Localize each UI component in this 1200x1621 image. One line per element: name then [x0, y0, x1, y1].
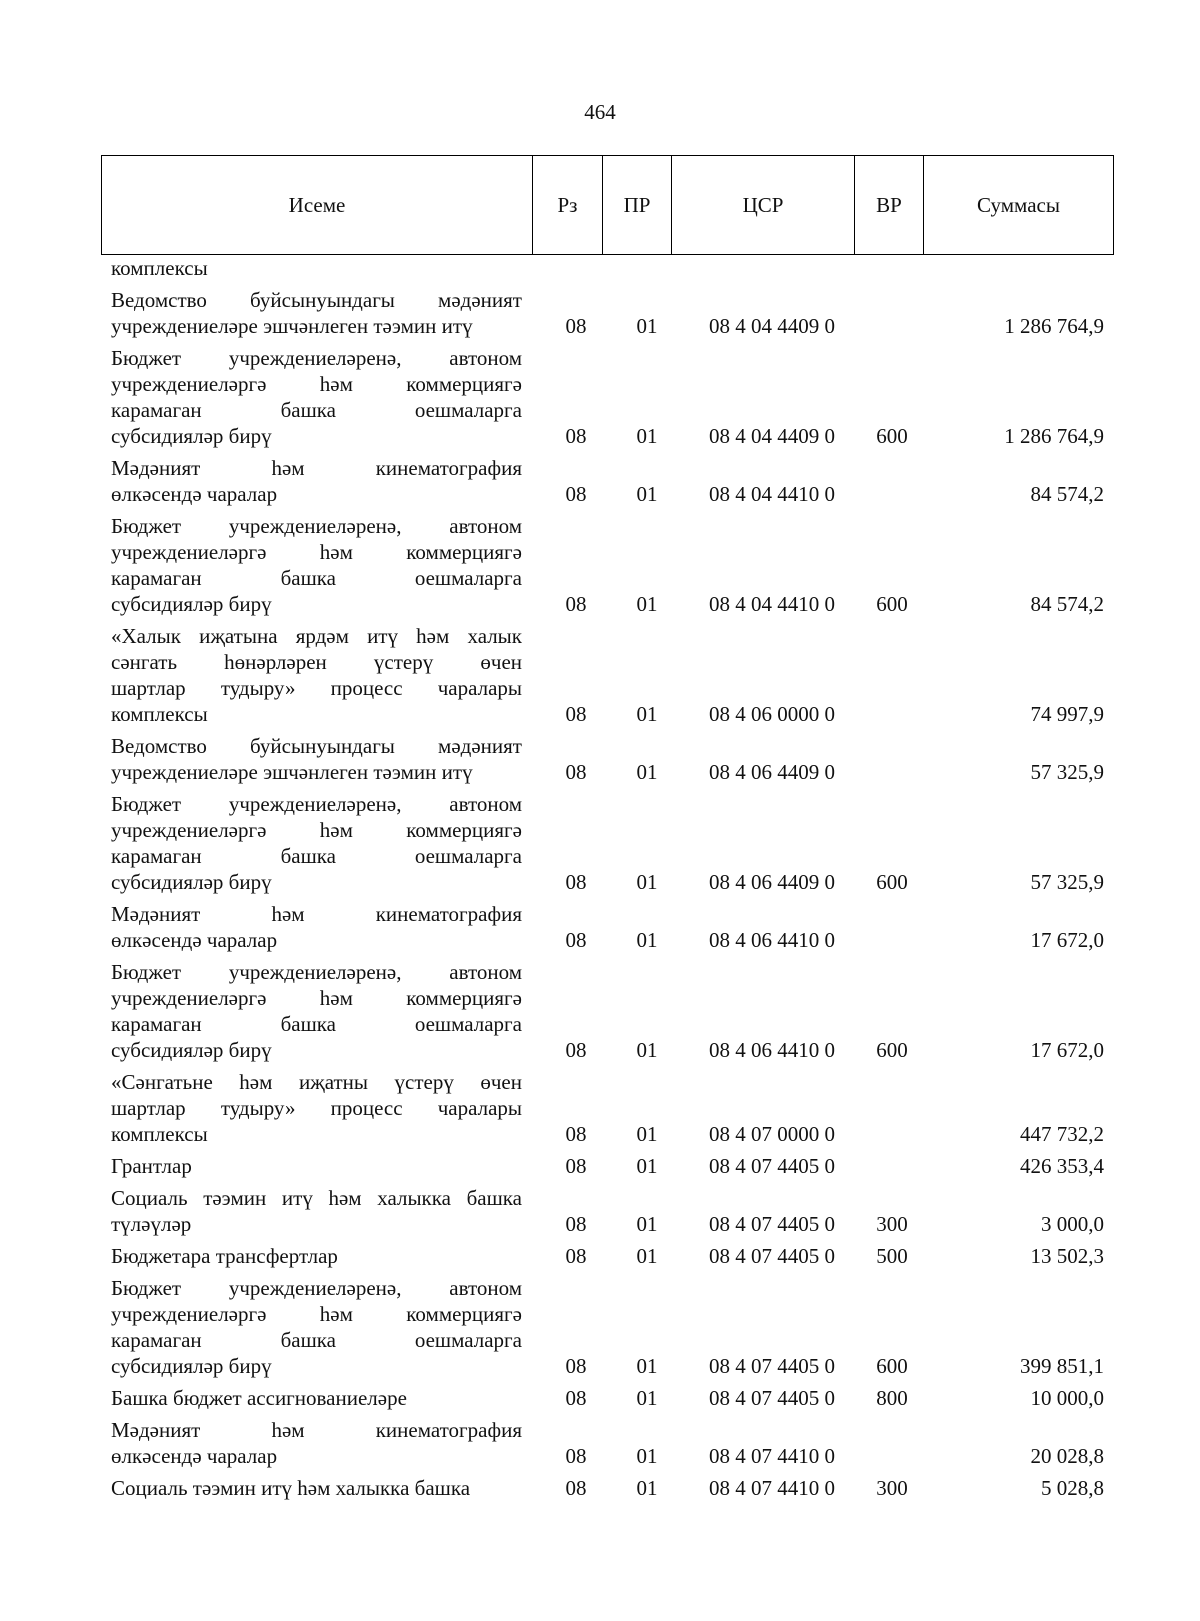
table-row — [101, 1153, 1114, 1179]
row-name-line: сәнгать һөнәрләрен үстерү өчен — [111, 650, 522, 674]
row-name-line: Бюджет учреждениеләренә, автоном — [111, 960, 522, 984]
row-name-line: комплексы — [111, 702, 208, 726]
row-rz: 08 — [565, 1038, 587, 1062]
row-csr: 08 4 07 4405 0 — [709, 1354, 835, 1378]
row-name-line: шартлар тудыру» процесс чаралары — [111, 1096, 522, 1120]
row-sum: 426 353,4 — [1020, 1154, 1104, 1178]
row-name — [101, 959, 522, 1063]
row-pr: 01 — [636, 482, 658, 506]
table-row — [101, 623, 1114, 727]
row-pr: 01 — [636, 1154, 658, 1178]
table-row — [101, 1069, 1114, 1147]
row-csr: 08 4 07 4410 0 — [709, 1476, 835, 1500]
row-sum: 84 574,2 — [1030, 592, 1104, 616]
row-name — [101, 455, 522, 507]
row-csr: 08 4 07 4405 0 — [709, 1154, 835, 1178]
row-rz: 08 — [565, 1444, 587, 1468]
row-vr: 300 — [876, 1476, 908, 1500]
row-name — [101, 791, 522, 895]
row-rz: 08 — [565, 870, 587, 894]
row-name-line: субсидияләр бирү — [111, 1038, 272, 1062]
table-row — [101, 513, 1114, 617]
row-name — [101, 733, 522, 785]
row-rz: 08 — [565, 1212, 587, 1236]
row-rz: 08 — [565, 592, 587, 616]
row-csr: 08 4 06 4409 0 — [709, 870, 835, 894]
row-sum: 17 672,0 — [1030, 1038, 1104, 1062]
row-sum: 57 325,9 — [1030, 870, 1104, 894]
row-name — [101, 513, 522, 617]
row-name-line: карамаган башка оешмаларга — [111, 566, 522, 590]
table-row — [101, 901, 1114, 953]
row-rz: 08 — [565, 760, 587, 784]
row-rz: 08 — [565, 702, 587, 726]
row-name — [101, 1275, 522, 1379]
row-name-line: карамаган башка оешмаларга — [111, 844, 522, 868]
row-name-line: түләүләр — [111, 1212, 192, 1236]
header-csr: ЦСР — [672, 156, 855, 254]
table-row — [101, 1417, 1114, 1469]
row-sum: 57 325,9 — [1030, 760, 1104, 784]
row-name-line: Бюджет учреждениеләренә, автоном — [111, 346, 522, 370]
row-name — [101, 1153, 522, 1179]
row-name — [101, 1385, 522, 1411]
row-csr: 08 4 07 4405 0 — [709, 1212, 835, 1236]
row-sum: 1 286 764,9 — [1004, 424, 1104, 448]
row-vr: 800 — [876, 1386, 908, 1410]
row-name-line: учреждениеләргә һәм коммерциягә — [111, 540, 522, 564]
row-rz: 08 — [565, 928, 587, 952]
header-pr: ПР — [603, 156, 672, 254]
row-name-line: Грантлар — [111, 1154, 192, 1178]
row-sum: 10 000,0 — [1030, 1386, 1104, 1410]
row-name-line: учреждениеләргә һәм коммерциягә — [111, 372, 522, 396]
row-rz: 08 — [565, 1154, 587, 1178]
row-sum: 20 028,8 — [1030, 1444, 1104, 1468]
row-pr: 01 — [636, 1476, 658, 1500]
header-sum: Суммасы — [977, 192, 1060, 217]
row-pr: 01 — [636, 1038, 658, 1062]
row-csr: 08 4 06 4410 0 — [709, 1038, 835, 1062]
row-name-line: өлкәсендә чаралар — [111, 482, 278, 506]
row-name-line: Мәдәният һәм кинематография — [111, 456, 522, 480]
row-vr: 600 — [876, 424, 908, 448]
table-row — [101, 455, 1114, 507]
row-csr: 08 4 06 4409 0 — [709, 760, 835, 784]
row-name-line: комплексы — [111, 1122, 208, 1146]
table-row — [101, 1385, 1114, 1411]
row-csr: 08 4 04 4410 0 — [709, 482, 835, 506]
row-csr: 08 4 07 0000 0 — [709, 1122, 835, 1146]
row-vr: 600 — [876, 870, 908, 894]
row-csr: 08 4 07 4410 0 — [709, 1444, 835, 1468]
row-name-line: субсидияләр бирү — [111, 424, 272, 448]
row-rz: 08 — [565, 1122, 587, 1146]
row-sum: 447 732,2 — [1020, 1122, 1104, 1146]
table-row — [101, 1475, 1114, 1501]
row-sum: 17 672,0 — [1030, 928, 1104, 952]
table-row — [101, 1185, 1114, 1237]
row-name — [101, 1417, 522, 1469]
row-name-line: Бюджетара трансфертлар — [111, 1244, 338, 1268]
row-name-line: Мәдәният һәм кинематография — [111, 902, 522, 926]
row-vr: 300 — [876, 1212, 908, 1236]
row-vr: 600 — [876, 1354, 908, 1378]
table-row — [101, 959, 1114, 1063]
row-name-line: учреждениеләргә һәм коммерциягә — [111, 1302, 522, 1326]
table-row — [101, 1275, 1114, 1379]
table-body — [101, 256, 1114, 1501]
row-sum: 1 286 764,9 — [1004, 314, 1104, 338]
row-pr: 01 — [636, 928, 658, 952]
row-name-line: өлкәсендә чаралар — [111, 928, 278, 952]
row-pr: 01 — [636, 1444, 658, 1468]
row-csr: 08 4 06 4410 0 — [709, 928, 835, 952]
row-pr: 01 — [636, 592, 658, 616]
row-csr: 08 4 06 0000 0 — [709, 702, 835, 726]
row-name-line: Ведомство буйсынуындагы мәдәният — [111, 734, 522, 758]
header-name: Исеме — [102, 156, 533, 254]
row-csr: 08 4 04 4410 0 — [709, 592, 835, 616]
row-sum: 74 997,9 — [1030, 702, 1104, 726]
row-pr: 01 — [636, 870, 658, 894]
row-pr: 01 — [636, 760, 658, 784]
row-pr: 01 — [636, 1122, 658, 1146]
rows-container — [101, 287, 1114, 1501]
row-pr: 01 — [636, 702, 658, 726]
row-name-line: учреждениеләргә һәм коммерциягә — [111, 818, 522, 842]
row-csr: 08 4 07 4405 0 — [709, 1386, 835, 1410]
table-row — [101, 733, 1114, 785]
row-pr: 01 — [636, 1354, 658, 1378]
row-pr: 01 — [636, 1386, 658, 1410]
row-name — [101, 1475, 522, 1501]
row-name — [101, 345, 522, 449]
row-name-line: Башка бюджет ассигнованиеләре — [111, 1386, 407, 1410]
row-rz: 08 — [565, 314, 587, 338]
row-name-line: учреждениеләре эшчәнлеген тәэмин итү — [111, 314, 473, 338]
row-csr: 08 4 04 4409 0 — [709, 314, 835, 338]
row-name-line: субсидияләр бирү — [111, 1354, 272, 1378]
table-row — [101, 287, 1114, 339]
row-sum: 399 851,1 — [1020, 1354, 1104, 1378]
row-vr: 500 — [876, 1244, 908, 1268]
row-name-line: Социаль тәэмин итү һәм халыкка башка — [111, 1186, 522, 1210]
row-pr: 01 — [636, 1244, 658, 1268]
row-name — [101, 1243, 522, 1269]
row-sum: 3 000,0 — [1041, 1212, 1104, 1236]
row-name — [101, 1069, 522, 1147]
row-sum: 84 574,2 — [1030, 482, 1104, 506]
row-name-line: учреждениеләре эшчәнлеген тәэмин итү — [111, 760, 473, 784]
row-rz: 08 — [565, 1244, 587, 1268]
page-number: 464 — [584, 100, 616, 124]
table-header — [101, 155, 1114, 255]
row-sum: 5 028,8 — [1041, 1476, 1104, 1500]
row-name — [101, 287, 522, 339]
row-csr: 08 4 04 4409 0 — [709, 424, 835, 448]
row-name-line: карамаган башка оешмаларга — [111, 398, 522, 422]
row-name-line: Бюджет учреждениеләренә, автоном — [111, 514, 522, 538]
row-name — [101, 1185, 522, 1237]
table-row — [101, 1243, 1114, 1269]
row-name — [101, 901, 522, 953]
row-rz: 08 — [565, 1354, 587, 1378]
row-name-line: Социаль тәэмин итү һәм халыкка башка — [111, 1476, 471, 1500]
row-vr: 600 — [876, 592, 908, 616]
row-name-line: «Сәнгатьне һәм иҗатны үстерү өчен — [111, 1070, 522, 1094]
row-pr: 01 — [636, 424, 658, 448]
header-vr: ВР — [855, 156, 924, 254]
row-rz: 08 — [565, 424, 587, 448]
row-name-line: учреждениеләргә һәм коммерциягә — [111, 986, 522, 1010]
row-name-line: карамаган башка оешмаларга — [111, 1328, 522, 1352]
row-sum: 13 502,3 — [1030, 1244, 1104, 1268]
table-row — [101, 345, 1114, 449]
row-name-line: Бюджет учреждениеләренә, автоном — [111, 792, 522, 816]
row-name-line: Мәдәният һәм кинематография — [111, 1418, 522, 1442]
row-pr: 01 — [636, 314, 658, 338]
row-name-line: «Халык иҗатына ярдәм итү һәм халык — [111, 624, 522, 648]
row-name-line: карамаган башка оешмаларга — [111, 1012, 522, 1036]
row-rz: 08 — [565, 1476, 587, 1500]
row-csr: 08 4 07 4405 0 — [709, 1244, 835, 1268]
row-rz: 08 — [565, 1386, 587, 1410]
header-rz: Рз — [533, 156, 603, 254]
row-name-line: субсидияләр бирү — [111, 592, 272, 616]
row-name-line: шартлар тудыру» процесс чаралары — [111, 676, 522, 700]
row-vr: 600 — [876, 1038, 908, 1062]
row-name-line: өлкәсендә чаралар — [111, 1444, 278, 1468]
row-name-line: Ведомство буйсынуындагы мәдәният — [111, 288, 522, 312]
row-rz: 08 — [565, 482, 587, 506]
row-name-line: Бюджет учреждениеләренә, автоном — [111, 1276, 522, 1300]
row-pr: 01 — [636, 1212, 658, 1236]
row-name-line: субсидияләр бирү — [111, 870, 272, 894]
row-name — [101, 623, 522, 727]
continued-text: комплексы — [111, 256, 208, 280]
table-row — [101, 791, 1114, 895]
